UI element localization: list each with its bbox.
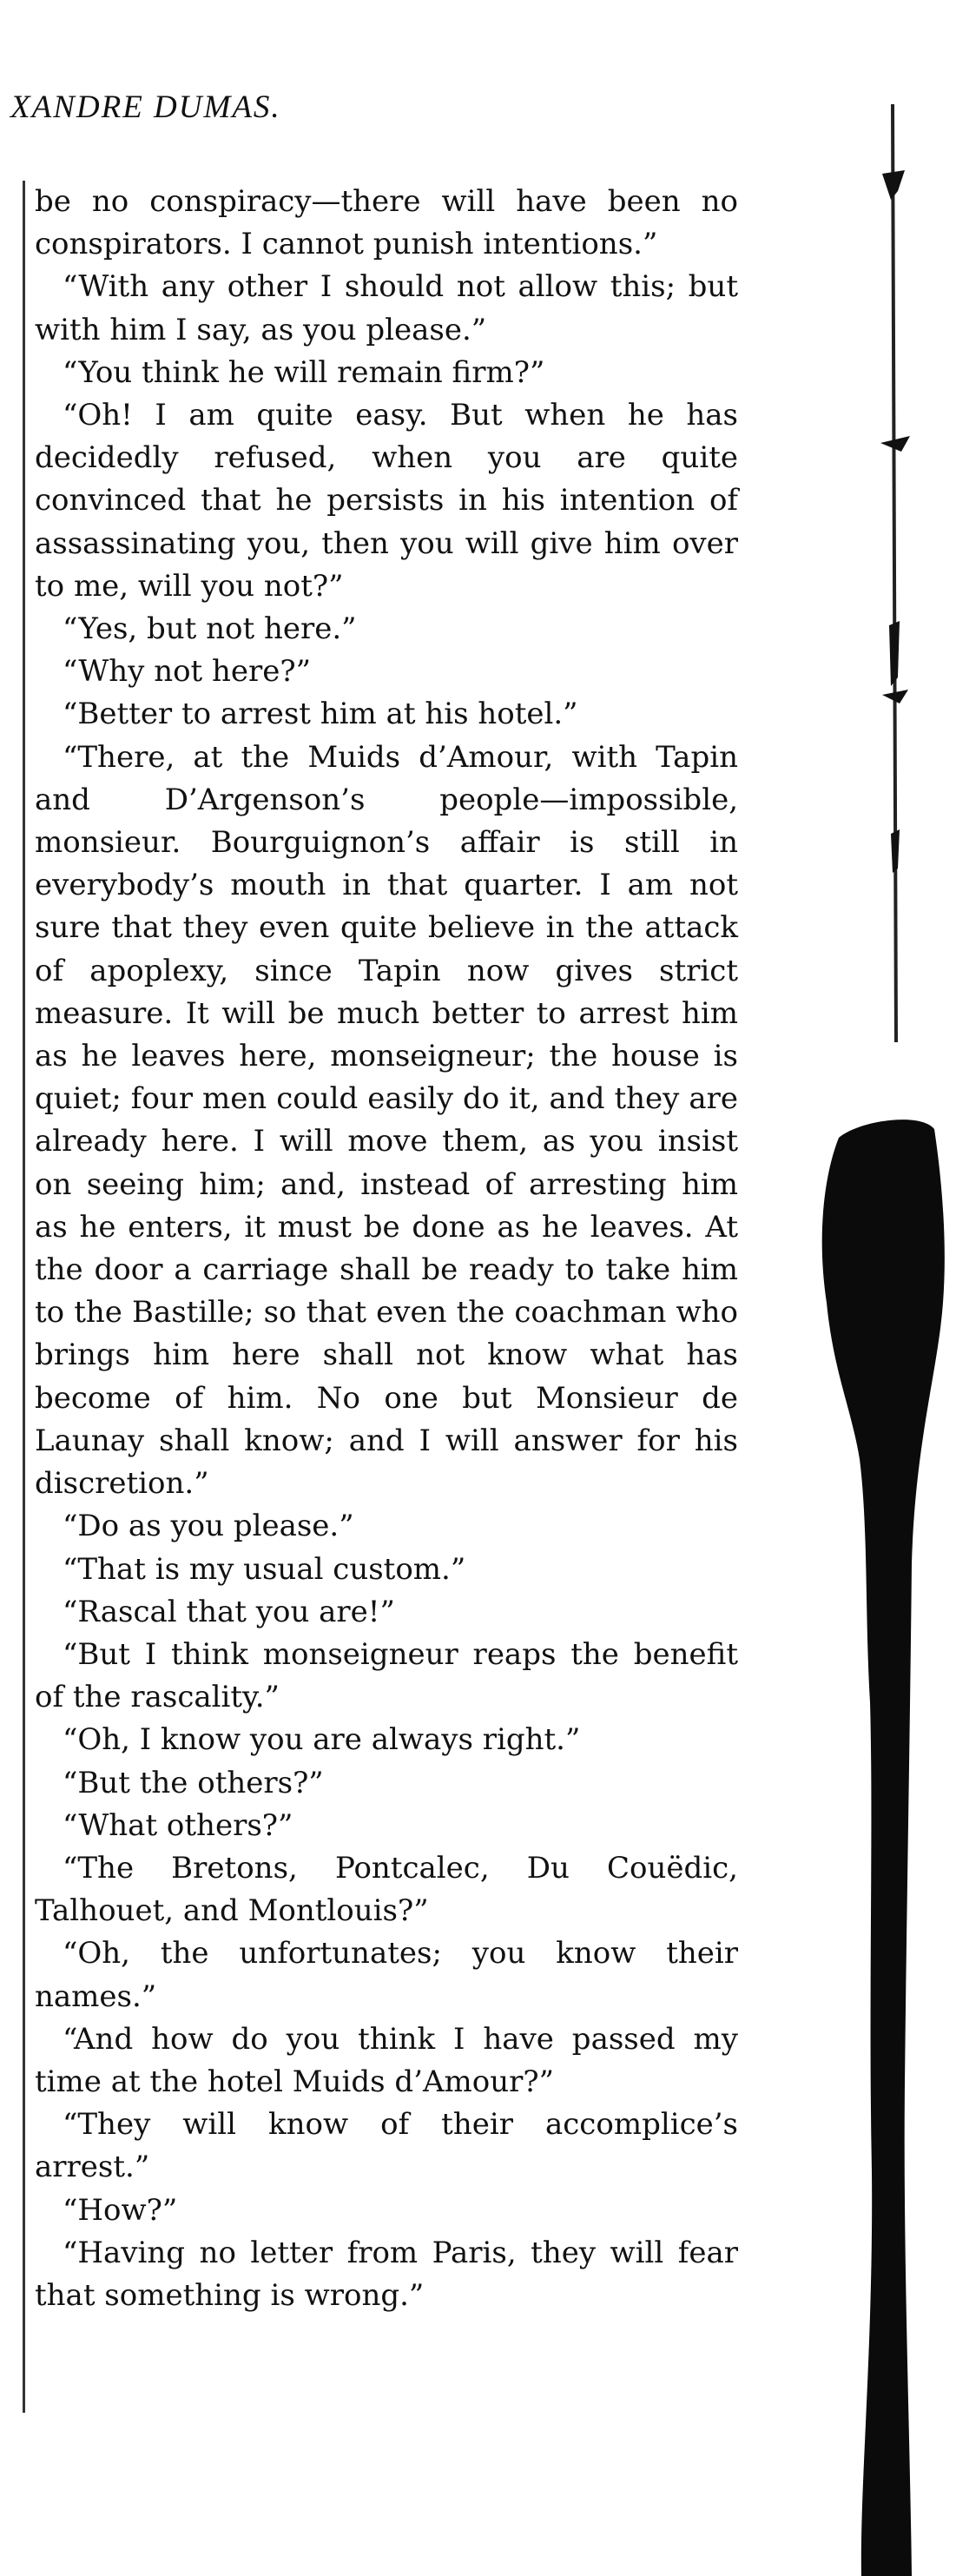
- paragraph: “Yes, but not here.”: [63, 611, 357, 647]
- paragraph: “Rascal that you are!”: [63, 1594, 395, 1629]
- column-margin-rule: [23, 181, 25, 2413]
- text-column: [35, 181, 738, 2317]
- paragraph: “Oh, the unfortunates; you know their names.”: [35, 1936, 738, 2014]
- paragraph: “Oh! I am quite easy. But when he has decidedly refused, when you are quite convinced that he persists in his intention of assassinating you, then you will give him over to me, will you not?”: [35, 398, 738, 604]
- paragraph: “Oh, I know you are always right.”: [63, 1722, 581, 1758]
- paragraph: “But the others?”: [63, 1765, 324, 1800]
- paragraph: “Do as you please.”: [63, 1509, 354, 1544]
- paragraph: “How?”: [63, 2192, 178, 2228]
- paragraph: “That is my usual custom.”: [63, 1551, 466, 1587]
- paragraph: “What others?”: [63, 1807, 293, 1843]
- paragraph: “But I think monseigneur reaps the benefit of the rascality.”: [35, 1636, 738, 1715]
- book-spine-shadow: [808, 87, 956, 2576]
- paragraph: “There, at the Muids d’Amour, with Tapin and D’Argenson’s people—impossible, monsieur. Bourguignon’s affair is still in everybody’s mouth in that quarter. I am not sure that they even quite believe in the attack of apoplexy, since Tapin now gives strict measure. It will be much better to arrest him as he leaves here, monseigneur; the house is quiet; four men could easily do it, and they are already here. I will move them, as you insist on seeing him; and, instead of arresting him as he enters, it must be done as he leaves. At the door a carriage shall be ready to take him to the Bastille; so that even the coachman who brings him here shall not know what has become of him. No one but Monsieur de Launay shall know; and I will answer for his discretion.”: [35, 739, 738, 1502]
- paragraph: “And how do you think I have passed my time at the hotel Muids d’Amour?”: [35, 2021, 738, 2099]
- paragraph: “The Bretons, Pontcalec, Du Couëdic, Talhouet, and Montlouis?”: [35, 1850, 738, 1929]
- paragraph: “With any other I should not allow this; but with him I say, as you please.”: [35, 269, 738, 347]
- paragraph: “Why not here?”: [63, 654, 312, 690]
- running-head: XANDRE DUMAS.: [10, 89, 281, 125]
- paragraph: “You think he will remain firm?”: [63, 354, 545, 390]
- paragraph: “Having no letter from Paris, they will fear that something is wrong.”: [35, 2235, 738, 2313]
- paragraph: be no conspiracy—there will have been no conspirators. I cannot punish intentions.”: [35, 184, 738, 262]
- paragraph: “Better to arrest him at his hotel.”: [63, 697, 578, 732]
- paragraph: “They will know of their accomplice’s arrest.”: [35, 2107, 738, 2185]
